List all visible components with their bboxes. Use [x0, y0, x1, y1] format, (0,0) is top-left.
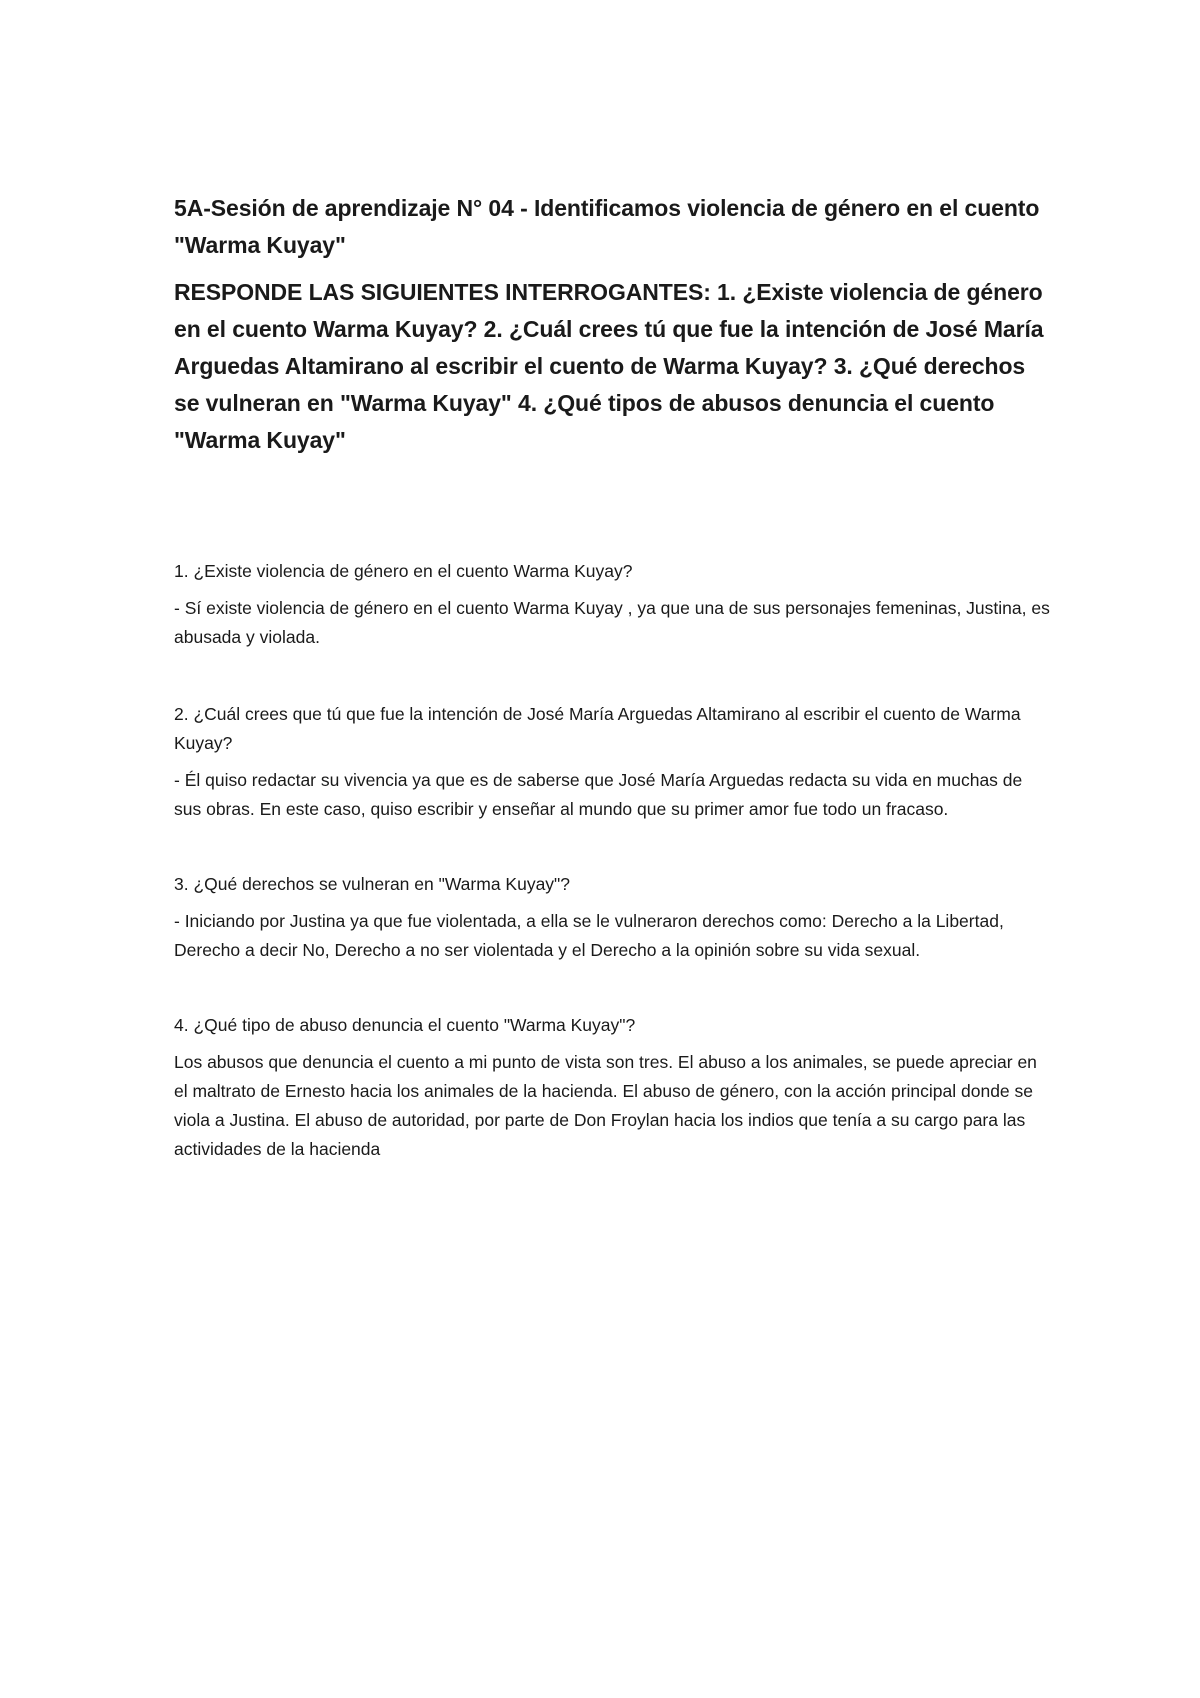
question-2: 2. ¿Cuál crees que tú que fue la intención de José María Arguedas Altamirano al escribir el cuento de Warma Kuyay? [174, 704, 1021, 753]
question-4: 4. ¿Qué tipo de abuso denuncia el cuento "Warma Kuyay"? [174, 1015, 636, 1035]
answer-4: Los abusos que denuncia el cuento a mi punto de vista son tres. El abuso a los animales, se puede apreciar en el maltrato de Ernesto hacia los animales de la hacienda. El abuso de género, con la acción principal donde se viola a Justina. El abuso de autoridad, por parte de Don Froylan hacia los indios que tenía a su cargo para las actividades de la hacienda [174, 1052, 1037, 1159]
questions-heading: RESPONDE LAS SIGUIENTES INTERROGANTES: 1. ¿Existe violencia de género en el cuento Warma Kuyay? 2. ¿Cuál crees tú que fue la intención de José María Arguedas Altamirano al escribir el cuento de Warma Kuyay? 3. ¿Qué derechos se vulneran en "Warma Kuyay" 4. ¿Qué tipos de abusos denuncia el cuento "Warma Kuyay" [174, 279, 1044, 453]
answer-section-2 [174, 700, 1054, 824]
answer-2: - Él quiso redactar su vivencia ya que es de saberse que José María Arguedas redacta su vida en muchas de sus obras. En este caso, quiso escribir y enseñar al mundo que su primer amor fue todo un fracaso. [174, 770, 1023, 819]
document-title: 5A-Sesión de aprendizaje N° 04 - Identificamos violencia de género en el cuento "Warma Kuyay" [174, 195, 1040, 258]
document-page [174, 190, 1054, 1164]
answer-3: - Iniciando por Justina ya que fue violentada, a ella se le vulneraron derechos como: Derecho a la Libertad, Derecho a decir No, Derecho a no ser violentada y el Derecho a la opinión sobre su vida sexual. [174, 911, 1004, 960]
answer-section-4 [174, 1011, 1054, 1164]
answer-1: - Sí existe violencia de género en el cuento Warma Kuyay , ya que una de sus personajes femeninas, Justina, es abusada y violada. [174, 598, 1050, 647]
question-1: 1. ¿Existe violencia de género en el cuento Warma Kuyay? [174, 561, 633, 581]
answer-section-1 [174, 557, 1054, 652]
question-3: 3. ¿Qué derechos se vulneran en "Warma Kuyay"? [174, 874, 570, 894]
answer-section-3 [174, 870, 1054, 965]
